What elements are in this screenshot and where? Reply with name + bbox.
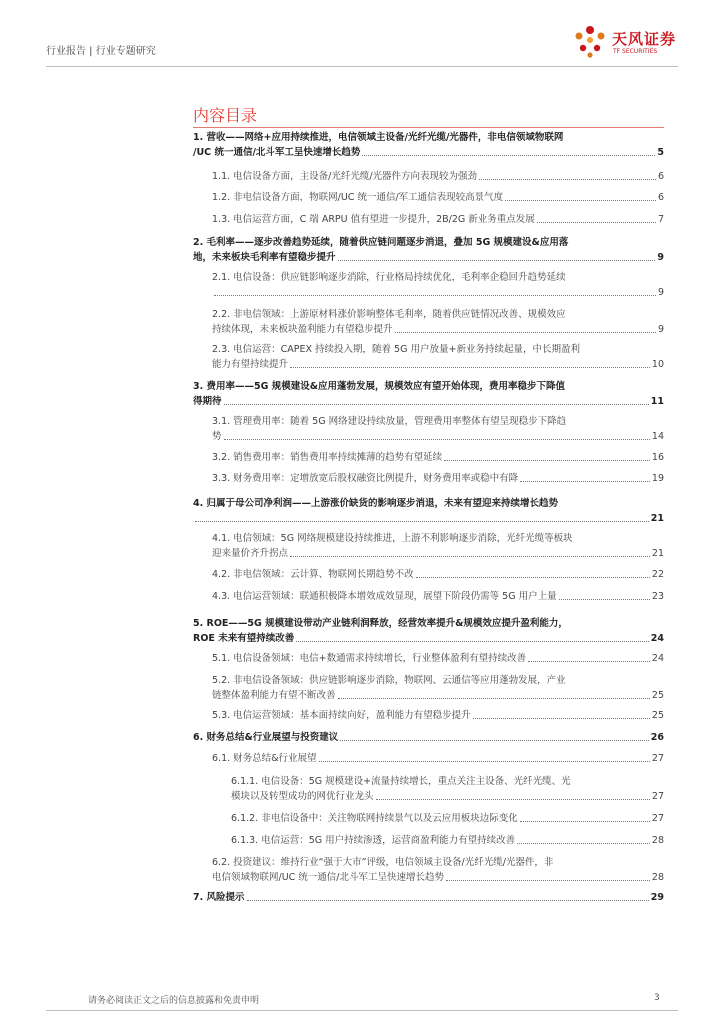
toc-leader-dots bbox=[520, 821, 650, 822]
footer-divider bbox=[46, 1010, 678, 1011]
toc-leader-dots bbox=[517, 843, 650, 844]
toc-page-number: 25 bbox=[651, 710, 664, 721]
toc-entry-level-1[interactable] bbox=[193, 496, 664, 526]
toc-leader-dots bbox=[528, 661, 650, 662]
toc-page-number: 5 bbox=[657, 147, 664, 158]
toc-entry-text: 3.1. 管理费用率：随着 5G 网络建设持续放量，管理费用率整体有望呈现稳步下降趋 bbox=[212, 416, 567, 427]
toc-entry-text: 3.2. 销售费用率：销售费用率持续摊薄的趋势有望延续 bbox=[212, 452, 443, 463]
toc-entry-text: 得期待 bbox=[193, 396, 222, 407]
toc-entry-level-2[interactable] bbox=[193, 450, 664, 465]
toc-entry-text: 5.3. 电信运营领域：基本面持续向好，盈利能力有望稳步提升 bbox=[212, 710, 471, 721]
toc-entry-text: 4.2. 非电信领域：云计算、物联网长期趋势不改 bbox=[212, 569, 414, 580]
toc-page-number: 10 bbox=[651, 359, 664, 370]
toc-entry-level-2[interactable] bbox=[193, 270, 664, 300]
toc-page-number: 28 bbox=[651, 835, 664, 846]
toc-page-number: 26 bbox=[650, 732, 664, 743]
toc-leader-dots bbox=[338, 698, 650, 699]
toc-entry-text: 3. 费用率——5G 规模建设&应用蓬勃发展，规模效应有望开始体现，费用率稳步下降值 bbox=[193, 381, 566, 392]
toc-leader-dots bbox=[362, 155, 655, 156]
toc-page-number: 23 bbox=[651, 591, 664, 602]
toc-entry-text: 4.1. 电信领域：5G 网络规模建设持续推进，上游不利影响逐步消除，光纤光缆等板块 bbox=[212, 533, 573, 544]
brand-name-en: TF SECURITIES bbox=[613, 48, 658, 55]
toc-leader-dots bbox=[416, 577, 650, 578]
toc-page-number: 11 bbox=[650, 396, 664, 407]
toc-leader-dots bbox=[446, 880, 650, 881]
toc-entry-level-1[interactable] bbox=[193, 130, 664, 160]
toc-entry-level-2[interactable] bbox=[193, 471, 664, 486]
toc-leader-dots bbox=[338, 260, 656, 261]
toc-entry-level-2[interactable] bbox=[193, 531, 664, 561]
toc-entry-text: 1.2. 非电信设备方面，物联网/UC 统一通信/军工通信表现较高景气度 bbox=[212, 192, 504, 203]
toc-entry-text: 5. ROE——5G 规模建设带动产业链利润释放，经营效率提升&规模效应提升盈利能力， bbox=[193, 618, 568, 629]
toc-entry-level-2[interactable] bbox=[193, 307, 664, 337]
toc-title-underline bbox=[193, 127, 664, 128]
toc-entry-level-1[interactable] bbox=[193, 379, 664, 409]
toc-page-number: 9 bbox=[657, 324, 664, 335]
brand-logo bbox=[570, 22, 682, 62]
toc-title: 内容目录 bbox=[193, 106, 258, 125]
toc-entry-level-2[interactable] bbox=[193, 169, 664, 184]
header-divider bbox=[46, 66, 678, 67]
toc-page-number: 27 bbox=[651, 791, 664, 802]
toc-entry-text: 5.2. 非电信设备领域：供应链影响逐步消除，物联网、云通信等应用蓬勃发展，产业 bbox=[212, 675, 566, 686]
toc-entry-level-2[interactable] bbox=[193, 651, 664, 666]
toc-page-number: 24 bbox=[650, 633, 664, 644]
toc-page-number: 22 bbox=[651, 569, 664, 580]
page-header bbox=[0, 0, 724, 70]
toc-leader-dots bbox=[296, 641, 649, 642]
toc-leader-dots bbox=[290, 367, 650, 368]
toc-entry-level-2[interactable] bbox=[193, 589, 664, 604]
toc-entry-text: 链整体盈利能力有望不断改善 bbox=[212, 690, 336, 701]
toc-leader-dots bbox=[247, 900, 649, 901]
toc-page-number: 27 bbox=[651, 753, 664, 764]
toc-leader-dots bbox=[195, 521, 649, 522]
toc-entry-text: 6.1. 财务总结&行业展望 bbox=[212, 753, 317, 764]
flower-logo-icon bbox=[570, 22, 610, 62]
toc-page-number: 21 bbox=[650, 513, 664, 524]
toc-entry-text: 1.1. 电信设备方面，主设备/光纤光缆/光器件方向表现较为强劲 bbox=[212, 171, 478, 182]
toc-entry-text: 2.3. 电信运营：CAPEX 持续投入期，随着 5G 用户放量+新业务持续起量，中长期盈利 bbox=[212, 344, 580, 355]
toc-entry-level-2[interactable] bbox=[193, 414, 664, 444]
toc-leader-dots bbox=[520, 481, 650, 482]
toc-page-number: 27 bbox=[651, 813, 664, 824]
toc-entry-level-2[interactable] bbox=[193, 751, 664, 766]
toc-entry-text: 电信领域物联网/UC 统一通信/北斗军工呈快速增长趋势 bbox=[212, 872, 445, 883]
toc-entry-text: 模块以及转型成功的网优行业龙头 bbox=[231, 791, 374, 802]
toc-leader-dots bbox=[473, 718, 650, 719]
toc-page-number: 21 bbox=[651, 548, 664, 559]
toc-entry-text: 1.3. 电信运营方面，C 端 ARPU 值有望进一步提升，2B/2G 新业务重点发展 bbox=[212, 214, 535, 225]
toc-entry-level-3[interactable] bbox=[193, 833, 664, 848]
toc-entry-level-1[interactable] bbox=[193, 730, 664, 745]
toc-entry-level-3[interactable] bbox=[193, 811, 664, 826]
toc-page-number: 24 bbox=[651, 653, 664, 664]
toc-entry-text: 能力有望持续提升 bbox=[212, 359, 289, 370]
toc-entry-text: 4.3. 电信运营领域：联通积极降本增效成效显现，展望下阶段仍需等 5G 用户上量 bbox=[212, 591, 557, 602]
toc-page-number: 14 bbox=[651, 431, 664, 442]
toc-entry-level-2[interactable] bbox=[193, 190, 664, 205]
disclaimer-text: 请务必阅读正文之后的信息披露和免责申明 bbox=[88, 996, 260, 1006]
page-number: 3 bbox=[654, 993, 660, 1003]
toc-entry-text: 持续体现，未来板块盈利能力有望稳步提升 bbox=[212, 324, 393, 335]
toc-entry-level-1[interactable] bbox=[193, 235, 664, 265]
toc-leader-dots bbox=[444, 460, 650, 461]
toc-leader-dots bbox=[224, 404, 649, 405]
toc-entry-text: /UC 统一通信/北斗军工呈快速增长趋势 bbox=[193, 147, 361, 158]
toc-leader-dots bbox=[214, 295, 656, 296]
toc-entry-text: 6.2. 投资建议：维持行业“强于大市”评级，电信领域主设备/光纤光缆/光器件，非 bbox=[212, 857, 554, 868]
toc-page-number: 7 bbox=[657, 214, 664, 225]
toc-entry-text: 2.2. 非电信领域：上游原材料涨价影响整体毛利率，随着供应链情况改善、规模效应 bbox=[212, 309, 566, 320]
toc-entry-level-2[interactable] bbox=[193, 673, 664, 703]
toc-entry-text: 6.1.1. 电信设备：5G 规模建设+流量持续增长，重点关注主设备、光纤光缆、光 bbox=[231, 776, 571, 787]
toc-entry-level-2[interactable] bbox=[193, 342, 664, 372]
toc-entry-level-2[interactable] bbox=[193, 567, 664, 582]
toc-entry-text: 6. 财务总结&行业展望与投资建议 bbox=[193, 732, 339, 743]
toc-page-number: 25 bbox=[651, 690, 664, 701]
toc-leader-dots bbox=[505, 200, 656, 201]
toc-entry-level-2[interactable] bbox=[193, 708, 664, 723]
brand-name: 天风证券 bbox=[612, 30, 677, 48]
toc-page-number: 9 bbox=[657, 287, 664, 298]
toc-page-number: 9 bbox=[657, 252, 664, 263]
toc-entry-text: 2.1. 电信设备：供应链影响逐步消除，行业格局持续优化，毛利率企稳回升趋势延续 bbox=[212, 272, 566, 283]
toc-leader-dots bbox=[537, 222, 656, 223]
toc-leader-dots bbox=[290, 556, 650, 557]
toc-entry-level-1[interactable] bbox=[193, 616, 664, 646]
toc-entry-text: ROE 未来有望持续改善 bbox=[193, 633, 295, 644]
toc-entry-text: 5.1. 电信设备领域：电信+数通需求持续增长，行业整体盈利有望持续改善 bbox=[212, 653, 527, 664]
toc-entry-level-2[interactable] bbox=[193, 212, 664, 227]
toc-leader-dots bbox=[340, 740, 648, 741]
toc-page-number: 29 bbox=[650, 892, 664, 903]
toc-entry-text: 势 bbox=[212, 431, 222, 442]
toc-entry-text: 7. 风险提示 bbox=[193, 892, 245, 903]
toc-entry-text: 迎来量价齐升拐点 bbox=[212, 548, 289, 559]
toc-page-number: 28 bbox=[651, 872, 664, 883]
toc-entry-level-2[interactable] bbox=[193, 855, 664, 885]
toc-page-number: 6 bbox=[657, 171, 664, 182]
toc-entry-text: 1. 营收——网络+应用持续推进，电信领域主设备/光纤光缆/光器件，非电信领域物联网 bbox=[193, 132, 564, 143]
toc-entry-text: 4. 归属于母公司净利润——上游涨价缺货的影响逐步消退，未来有望迎来持续增长趋势 bbox=[193, 498, 559, 509]
toc-entry-text: 3.3. 财务费用率：定增放宽后股权融资比例提升，财务费用率或稳中有降 bbox=[212, 473, 519, 484]
toc-leader-dots bbox=[376, 799, 650, 800]
toc-page-number: 6 bbox=[657, 192, 664, 203]
toc-leader-dots bbox=[479, 179, 656, 180]
toc-entry-text: 6.1.2. 非电信设备中：关注物联网持续景气以及云应用板块边际变化 bbox=[231, 813, 518, 824]
toc-leader-dots bbox=[224, 439, 650, 440]
toc-leader-dots bbox=[559, 599, 650, 600]
toc-leader-dots bbox=[395, 332, 656, 333]
toc-entry-level-1[interactable] bbox=[193, 890, 664, 905]
toc-page-number: 16 bbox=[651, 452, 664, 463]
toc-entry-text: 地，未来板块毛利率有望稳步提升 bbox=[193, 252, 336, 263]
toc-entry-text: 2. 毛利率——逐步改善趋势延续，随着供应链问题逐步消退，叠加 5G 规模建设&应用落 bbox=[193, 237, 569, 248]
toc-page-number: 19 bbox=[651, 473, 664, 484]
toc-leader-dots bbox=[319, 761, 650, 762]
toc-entry-text: 6.1.3. 电信运营：5G 用户持续渗透，运营商盈利能力有望持续改善 bbox=[231, 835, 516, 846]
report-category: 行业报告 | 行业专题研究 bbox=[46, 46, 156, 57]
toc-entry-level-3[interactable] bbox=[193, 774, 664, 804]
